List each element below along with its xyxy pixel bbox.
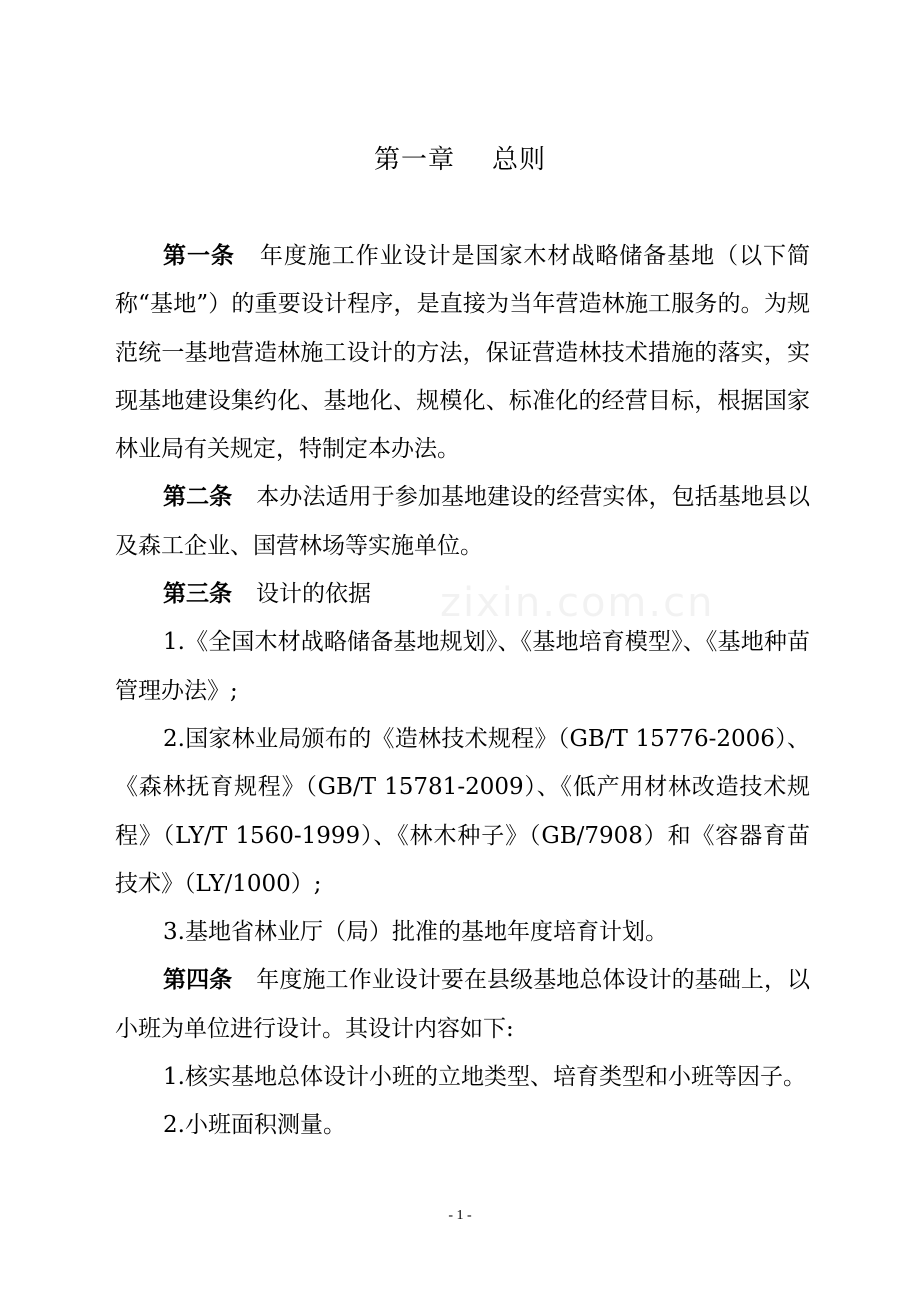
content-item-1: 1.核实基地总体设计小班的立地类型、培育类型和小班等因子。: [163, 1064, 806, 1091]
basis-item-1: 1.《全国木材战略储备基地规划》、《基地培育模型》、《基地种苗管理办法》;: [115, 629, 810, 704]
article-4: [115, 956, 810, 1053]
article-1: [115, 232, 810, 473]
article-text: 年度施工作业设计要在县级基地总体设计的基础上，以小班为单位进行设计。其设计内容如下:: [115, 967, 811, 1042]
article-2: [115, 473, 810, 570]
article-text: 设计的依据: [256, 581, 371, 608]
basis-item-3: 3.基地省林业厅（局）批准的基地年度培育计划。: [163, 919, 668, 946]
watermark: zixin.com.cn: [440, 580, 715, 626]
article-label: 第一条: [163, 243, 235, 269]
article-3: [115, 570, 810, 618]
article-text: 本办法适用于参加基地建设的经营实体，包括基地县以及森工企业、国营林场等实施单位。: [115, 484, 811, 559]
basis-item-2: 2.国家林业局颁布的《造林技术规程》（GB/T 15776-2006）、《森林抚育规程》（GB/T 15781-2009）、《低产用材林改造技术规程》（LY/T 1560-1999）、《林木种子》（GB/7908）和《容器育苗技术》（LY/1000）;: [115, 725, 810, 897]
page-number: - 1 -: [448, 1208, 472, 1223]
chapter-title: 第一章 总则: [373, 145, 547, 175]
article-label: 第四条: [163, 967, 233, 994]
document-body: [115, 232, 810, 1150]
article-label: 第三条: [163, 581, 232, 608]
article-label: 第二条: [163, 484, 233, 511]
article-text: 年度施工作业设计是国家木材战略储备基地（以下简称“基地”）的重要设计程序，是直接为当年营造林施工服务的。为规范统一基地营造林施工设计的方法，保证营造林技术措施的落实，实现基地建设集约化、基地化、规模化、标准化的经营目标，根据国家林业局有关规定，特制定本办法。: [115, 243, 811, 463]
content-item-2: 2.小班面积测量。: [163, 1112, 346, 1139]
